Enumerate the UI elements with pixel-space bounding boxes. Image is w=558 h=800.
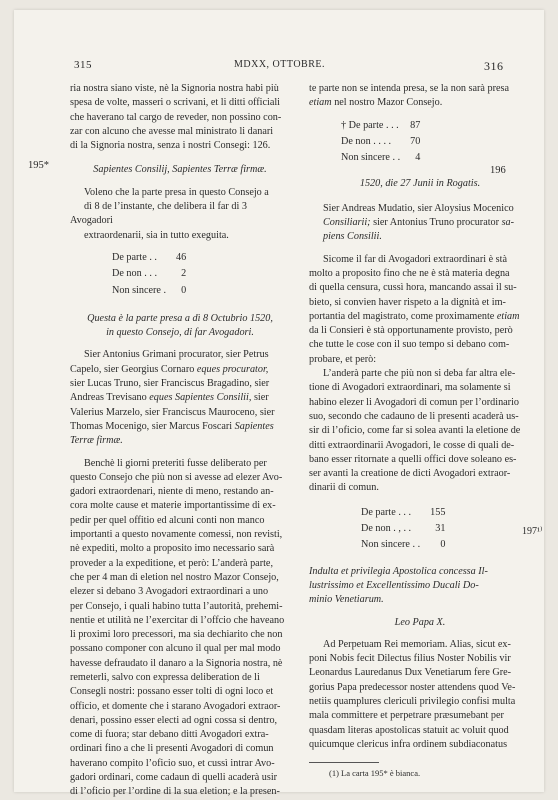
text-line: [309, 267, 531, 281]
etiam-word: etiam: [309, 97, 332, 109]
text-line: tione di Avogadori extraordinari, ma solamente si: [309, 382, 511, 394]
text-line: nentie et utilità ne l’exercitar di l’offcio che haveano: [70, 614, 285, 626]
text-line: possano componer con alcuno il qual per mal modo: [70, 643, 281, 655]
roman-span: bieto, si convien haver rispeto a la dignità et im-: [309, 296, 506, 308]
vote-value: 31: [435, 523, 446, 535]
roman-span: molto a proposito fino che ne è stà materia degna: [309, 267, 510, 279]
text-line: denari, possino esser electi ad ogni cossa si dentro,: [70, 714, 278, 726]
italic-span: Consiliarii;: [323, 217, 371, 229]
section-196-members: [309, 202, 531, 245]
text-line: [70, 391, 290, 405]
italic-span: eques Sapientes Consilii,: [149, 392, 252, 404]
parte-heading: [70, 312, 290, 341]
text-line: Questa è la parte presa a dì 8 Octubrio 1520,: [87, 312, 273, 324]
text-line: [70, 434, 290, 448]
vote-value: 87: [410, 119, 421, 131]
text-line: [309, 216, 531, 230]
text-line: Indulta et privilegia Apostolica concessa Il-: [309, 565, 488, 577]
vote-tally-1: [110, 249, 190, 300]
section-196-body: [309, 253, 531, 367]
text-line: [309, 230, 531, 244]
section-196-body-2: [309, 367, 531, 496]
text-line: Consegli nostri: possano esser tolti di ogni loco et: [70, 686, 274, 698]
pope-name: Leo Papa X.: [394, 616, 446, 628]
roman-span: sier Antonius Truno procurator: [370, 217, 502, 229]
text-line: ditti extraordinarii Avogadori, le cosse di quali de-: [309, 439, 515, 451]
text-line: netiis quamplures clericuli privilegio confisi multa: [309, 695, 516, 707]
vote-tally-2: [339, 117, 424, 168]
text-line: [309, 296, 531, 310]
vote-row: [341, 119, 422, 133]
roman-span: di quella censura, cussì hora, mancando assai il su-: [309, 282, 517, 294]
vote-row: [112, 251, 188, 265]
text-line: per Consejo, i quali habino tutta l’autorità, prehemi-: [70, 600, 283, 612]
text-line: [70, 348, 290, 362]
section-number-196: 196: [490, 165, 506, 176]
text-line: havesse defraudato il danaro a la Signoria nostra, nè: [70, 657, 283, 669]
text-line: [309, 324, 531, 338]
section-196-heading: 1520, die 27 Junii in Rogatis.: [359, 178, 481, 190]
running-title: MDXX, OTTOBRE.: [234, 59, 325, 70]
text-line: questo Consejo che più non si avesse ad elezer Avo-: [70, 471, 283, 483]
text-line: di la Signoria nostra, senza i nostri Consegi: 126.: [70, 140, 271, 152]
section-195-body: [70, 186, 290, 243]
vote-row: [361, 538, 447, 552]
continuation-line: te parte non se intenda presa, se la non sarà presa: [309, 83, 509, 94]
parte-body: [70, 457, 290, 800]
page-number-right: 316: [484, 59, 504, 73]
text-line: che haverano tal cargo de reveder, non possino con-: [70, 111, 282, 123]
right-column: [309, 82, 531, 779]
italic-span: Terræ firmæ.: [70, 435, 123, 447]
roman-span: da li Consieri è stà opportunamente provisto, però: [309, 325, 513, 337]
text-line: [309, 281, 531, 295]
vote-label: De parte . .: [112, 251, 157, 263]
continuation-rest: nel nostro Mazor Consejo.: [331, 97, 443, 109]
text-line: pedir per quel offitio ed alcuni conti non manco: [70, 514, 265, 526]
roman-span: Sicome il far di Avogadori extraordinari è stà: [323, 253, 507, 265]
text-line: sir di l’oficio, come far si solea avanti la eletione de: [309, 425, 521, 437]
vote-label: † De parte . . .: [341, 119, 399, 131]
text-line: dinarii di comun.: [309, 482, 379, 494]
text-line: gadori extraordenari, niente di meno, restando an-: [70, 486, 274, 498]
italic-span: sa-: [501, 217, 515, 229]
vote-label: De parte . . .: [361, 506, 412, 518]
text-line: extraordenarii, sia in tutto exeguita.: [84, 229, 229, 241]
vote-label: De non . , . .: [361, 523, 412, 535]
vote-row: [361, 522, 447, 536]
text-line: poni Nobis fecit Dilectus filius Noster Nobilis vir: [309, 653, 511, 665]
roman-span: probare, et però:: [309, 353, 377, 365]
text-line: gorius Papa predecessor noster attendens quod Ve-: [309, 681, 516, 693]
page-number-left: 315: [74, 59, 92, 71]
text-line: che per 4 man di eletion nel nostro Mazor Consejo,: [70, 571, 279, 583]
section-195-heading: Sapientes Consilij, Sapientes Terræ firmæ.: [93, 164, 267, 176]
text-line: Ad Perpetuam Rei memoriam. Alias, sicut ex-: [323, 638, 511, 650]
vote-label: Non sincere . .: [341, 152, 401, 164]
text-line: suo, secondo che cadauno de li presenti acaderà us-: [309, 410, 519, 422]
vote-label: Non sincere . .: [361, 539, 421, 551]
text-line: habino elezer li Avogadori di comun per l’ordinario: [309, 396, 520, 408]
text-line: ria nostra siano viste, nè la Signoria nostra habi più: [70, 83, 279, 94]
vote-row: [341, 151, 422, 165]
text-line: [70, 377, 290, 391]
vote-row: [112, 284, 188, 298]
footnote: (1) La carta 195* è bianca.: [329, 768, 421, 779]
vote-value: 155: [430, 506, 446, 518]
vote-label: De non . . .: [112, 268, 157, 280]
roman-span: Valerius Marzelo, sier Franciscus Mauroceno, sier: [70, 406, 275, 418]
italic-span: eques procurator,: [196, 363, 269, 375]
section-number-195: 195*: [28, 160, 49, 171]
vote-value: 46: [176, 251, 187, 263]
text-line: zar con alcuno che avesse mal ministrato li danari: [70, 125, 274, 137]
vote-value: 4: [415, 152, 421, 164]
roman-span: portantia del magistrato, come proximamente: [309, 310, 497, 322]
text-line: [70, 406, 290, 420]
text-line: gadori ordinari, come cadaun di quelli acaderà usir: [70, 772, 278, 784]
book-page: [14, 10, 544, 798]
roman-span: Sier Antonius Grimani procurator, sier Petrus: [84, 349, 269, 361]
text-line: dì 8 de l’instante, che delibera il far di 3 Avogadori: [70, 201, 247, 227]
text-line: importanti a questo novamente comessi, non revisti,: [70, 529, 283, 541]
vote-value: 70: [410, 135, 421, 147]
text-line: nè expediti, molto a proposito imo necessario sarà: [70, 543, 275, 555]
section-197-body: [309, 638, 531, 752]
roman-span: Thomas Mocenigo, sier Marcus Foscari: [70, 420, 235, 432]
text-line: bano esser ritornate a quelli offici dove soleano es-: [309, 453, 517, 465]
text-line: Benchè li giorni preteriti fusse deliberato per: [84, 457, 267, 469]
text-line: officio, et domente che i starano Avogadori extraor-: [70, 700, 281, 712]
text-line: [309, 353, 531, 367]
text-line: [309, 202, 531, 216]
left-column: [70, 82, 290, 800]
text-line: ordinari fino a che li presenti Avogadori di comun: [70, 743, 274, 755]
vote-value: 0: [181, 284, 187, 296]
text-line: [309, 253, 531, 267]
text-line: [309, 310, 531, 324]
text-line: spesa de volte, masseri o scrivani, et li ditti officiali: [70, 97, 281, 109]
text-line: minio Venetiarum.: [309, 594, 384, 606]
text-line: [309, 338, 531, 352]
text-line: remeterli, salvo con expressa deliberation de li: [70, 671, 260, 683]
section-number-197: 197¹⁾: [522, 526, 543, 537]
roman-span: sier: [251, 392, 269, 404]
text-line: quicumque clericus infra ordinem subdiaconatus: [309, 738, 508, 750]
vote-label: Non sincere .: [112, 284, 167, 296]
text-line: quasdam literas apostolicas statuit ac voluit quod: [309, 724, 509, 736]
roman-span: Sier Andreas Mudatio, sier Aloysius Mocenico: [323, 202, 514, 214]
text-line: cora molte cause et materie importantissime di ex-: [70, 500, 276, 512]
vote-row: [361, 506, 447, 520]
section-197-heading: [309, 565, 531, 608]
intro-text: [70, 82, 290, 153]
roman-span: che tutte le cose con il suo tempo si debano com-: [309, 339, 510, 351]
text-line: mala committere et perpetrare præsumebant per: [309, 710, 504, 722]
text-line: [70, 363, 290, 377]
continuation-line-2: [309, 96, 531, 110]
text-line: lustrissimo et Excellentissimo Ducali Do-: [309, 579, 479, 591]
vote-label: De non . . . .: [341, 135, 392, 147]
text-line: proveder a la expeditione, et però: L’anderà parte,: [70, 557, 273, 569]
text-line: [70, 420, 290, 434]
vote-row: [112, 267, 188, 281]
text-line: Voleno che la parte presa in questo Consejo a: [84, 186, 269, 198]
text-line: come di fuora; star debano ditti Avogadori extra-: [70, 729, 269, 741]
text-line: haverano compito l’oficio suo, et cussì intrar Avo-: [70, 757, 275, 769]
italic-span: etiam: [496, 310, 520, 322]
members-list: [70, 348, 290, 448]
text-line: di l’oficio per l’ordine di la sua eletion; e la presen-: [70, 786, 280, 798]
text-line: ser avanti la creatione de dicti Avogadori extraor-: [309, 468, 511, 480]
text-line: Leonardus Lauredanus Dux Venetiarum fere Gre-: [309, 667, 512, 679]
italic-span: Sapientes: [234, 420, 274, 432]
roman-span: sier Lucas Truno, sier Franciscus Bragadino, sier: [70, 378, 270, 390]
vote-tally-3: [359, 504, 449, 555]
italic-span: piens Consilii.: [323, 231, 382, 243]
text-line: li proximi loro precessori, ma sia dechiarito che non: [70, 629, 283, 641]
text-line: in questo Consejo, di far Avogadori.: [106, 327, 254, 339]
vote-value: 0: [440, 539, 446, 551]
footnote-separator: [309, 762, 379, 763]
text-line: elezer si debano 3 Avogadori extraordinari a uno: [70, 586, 269, 598]
vote-row: [341, 135, 422, 149]
text-line: L’anderà parte che più non si deba far altra ele-: [323, 368, 516, 380]
roman-span: Capelo, sier Georgius Cornaro: [70, 363, 197, 375]
roman-span: Andreas Trevisano: [70, 392, 150, 404]
vote-value: 2: [181, 268, 187, 280]
